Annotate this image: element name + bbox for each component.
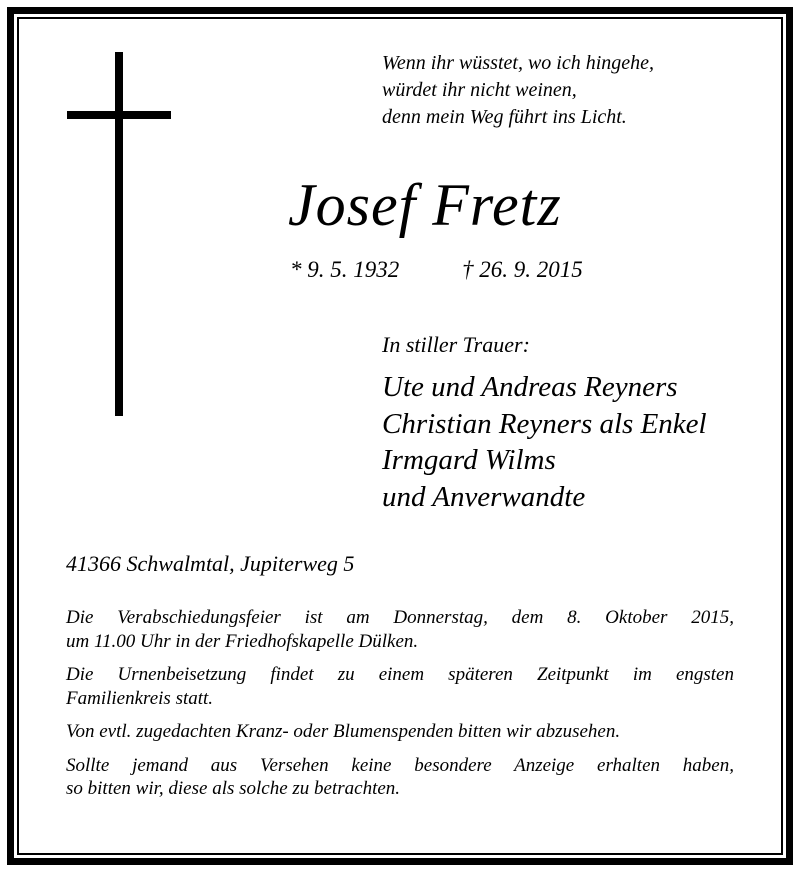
ceremony-note: [66, 606, 734, 653]
quote-line: denn mein Weg führt ins Licht.: [382, 106, 627, 128]
family-address: 41366 Schwalmtal, Jupiterweg 5: [66, 551, 355, 576]
birth-date: * 9. 5. 1932: [290, 257, 400, 282]
flowers-note: Von evtl. zugedachten Kranz- oder Blumenspenden bitten wir abzusehen.: [66, 721, 621, 742]
deceased-name: Josef Fretz: [288, 172, 562, 238]
notice-note: [66, 754, 734, 801]
note-line: so bitten wir, diese als solche zu betrachten.: [66, 778, 401, 799]
urn-burial-note: [66, 663, 734, 710]
cross-horizontal-bar: [67, 111, 171, 119]
death-date: † 26. 9. 2015: [462, 257, 583, 282]
mourners-list: [382, 369, 707, 515]
note-line: Familienkreis statt.: [66, 687, 214, 709]
mourner-name: und Anverwandte: [382, 480, 586, 513]
mourner-name: Irmgard Wilms: [382, 444, 556, 476]
mourners-label: In stiller Trauer:: [382, 332, 530, 357]
quote-line: würdet ihr nicht weinen,: [382, 79, 577, 101]
note-line: Die Urnenbeisetzung findet zu einem späteren Zeitpunkt im engsten: [66, 664, 734, 685]
mourner-name: Ute und Andreas Reyners: [382, 371, 678, 403]
memorial-quote: [382, 50, 654, 131]
announcement-notes: [66, 606, 734, 811]
quote-line: Wenn ihr wüsstet, wo ich hingehe,: [382, 52, 655, 74]
mourner-name: Christian Reyners als Enkel: [382, 407, 707, 440]
note-line: um 11.00 Uhr in der Friedhofskapelle Dülken.: [66, 630, 419, 652]
note-line: Die Verabschiedungsfeier ist am Donnerstag, dem 8. Oktober 2015,: [66, 607, 734, 628]
note-line: Sollte jemand aus Versehen keine besondere Anzeige erhalten haben,: [66, 754, 734, 776]
cross-vertical-bar: [115, 52, 123, 416]
